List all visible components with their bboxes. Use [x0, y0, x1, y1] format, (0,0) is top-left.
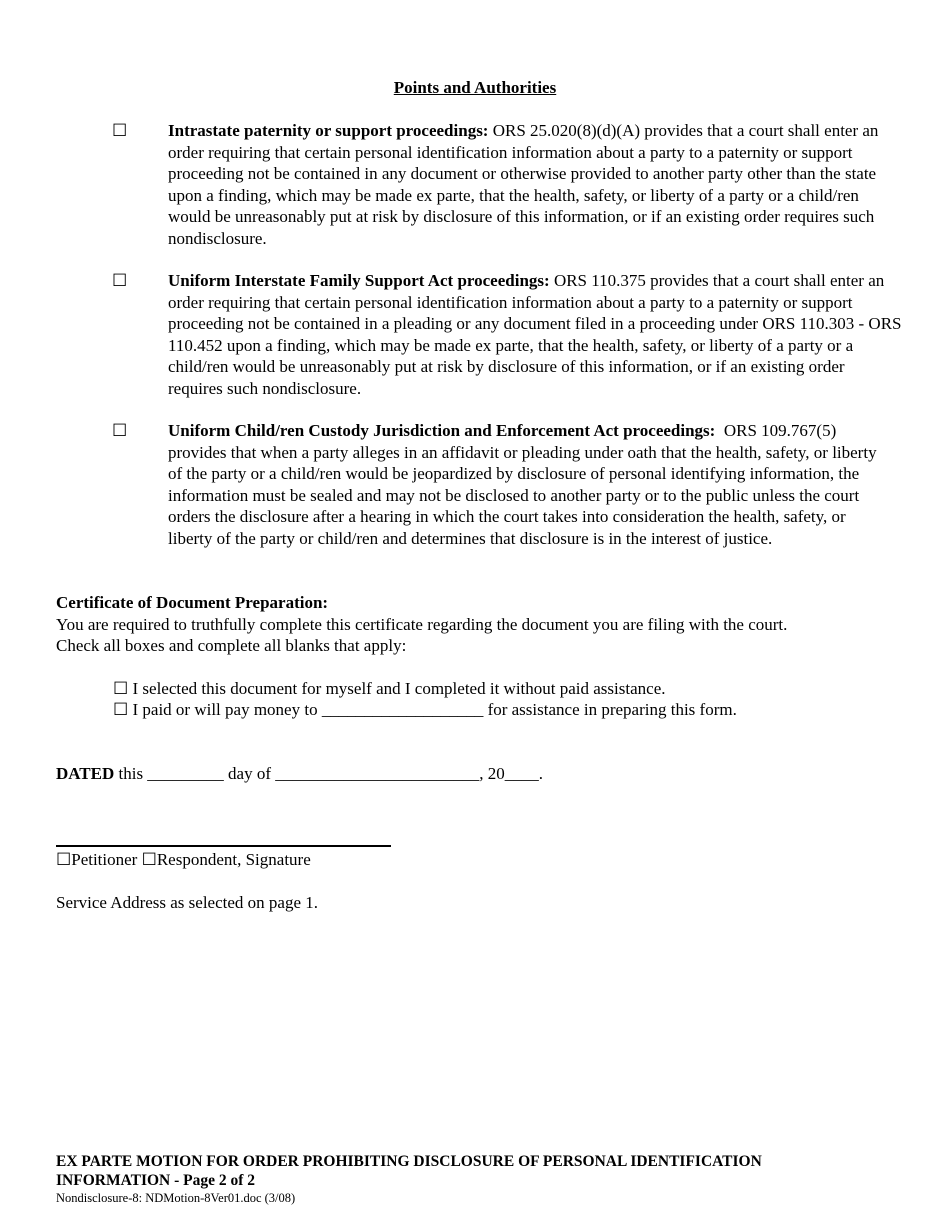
- clause-heading: Intrastate paternity or support proceedings:: [168, 121, 489, 140]
- certificate-heading: Certificate of Document Preparation:: [56, 593, 329, 612]
- page-title: Points and Authorities: [393, 78, 557, 97]
- dated-label: DATED: [56, 764, 115, 783]
- checkbox-intrastate[interactable]: ☐: [112, 121, 128, 140]
- dated-text: this _________ day of ________________________, 20____.: [114, 764, 544, 783]
- signature-line[interactable]: [56, 845, 391, 847]
- clause-text: [168, 270, 903, 399]
- clause-text: [168, 420, 890, 549]
- option-self-prepared[interactable]: ☐ I selected this document for myself and I completed it without paid assistance.: [113, 679, 666, 698]
- option-paid-assistance[interactable]: ☐ I paid or will pay money to ___________________ for assistance in preparing this form.: [113, 700, 737, 719]
- clause-heading: Uniform Child/ren Custody Jurisdiction and Enforcement Act proceedings:: [168, 421, 716, 440]
- checkbox-uccjea[interactable]: ☐: [112, 421, 128, 440]
- dated-line: [56, 763, 906, 785]
- signature-caption[interactable]: ☐Petitioner ☐Respondent, Signature: [56, 850, 311, 869]
- footer-form-title: EX PARTE MOTION FOR ORDER PROHIBITING DISCLOSURE OF PERSONAL IDENTIFICATION INFORMATION - Page 2 of 2: [56, 1153, 762, 1189]
- footer-form-code: Nondisclosure-8: NDMotion-8Ver01.doc (3/08): [56, 1191, 296, 1205]
- clause-heading: Uniform Interstate Family Support Act proceedings:: [168, 271, 550, 290]
- clause-body: ORS 109.767(5) provides that when a party alleges in an affidavit or pleading under oath that the health, safety, or liberty of the party or a child/ren would be jeopardized by disclosure of personal identifying information, the information must be sealed and may not be disclosed to another party or to the public unless the court orders the disclosure after a hearing in which the court takes into consideration the health, safety, or liberty of the party or child/ren and determines that disclosure is in the interest of justice.: [168, 421, 881, 548]
- certificate-section: [56, 592, 906, 657]
- clause-body: ORS 110.375 provides that a court shall enter an order requiring that certain personal identification information about a party to a paternity or support proceeding not be contained in a pleading or any document filed in a proceeding under ORS 110.303 - ORS 110.452 upon a finding, which may be made ex parte, that the health, safety, or liberty of a party or a child/ren would be unreasonably put at risk by disclosure of this information, or if an existing order requires such nondisclosure.: [168, 271, 902, 398]
- service-address-note: Service Address as selected on page 1.: [56, 893, 318, 912]
- clause-text: [168, 120, 898, 249]
- clause-body: ORS 25.020(8)(d)(A) provides that a court shall enter an order requiring that certain personal identification information about a party to a paternity or support proceeding not be contained in any document or otherwise provided to another party other than the state upon a finding, which may be made ex parte, that the health, safety, or liberty of a party or a child/ren would be unreasonably put at risk by disclosure of this information, or if an existing order requires such nondisclosure.: [168, 121, 879, 248]
- certificate-instructions-line1: You are required to truthfully complete this certificate regarding the document you are filing with the court.: [56, 614, 788, 634]
- checkbox-uifsa[interactable]: ☐: [112, 271, 128, 290]
- certificate-instructions-line2: Check all boxes and complete all blanks that apply:: [56, 636, 407, 655]
